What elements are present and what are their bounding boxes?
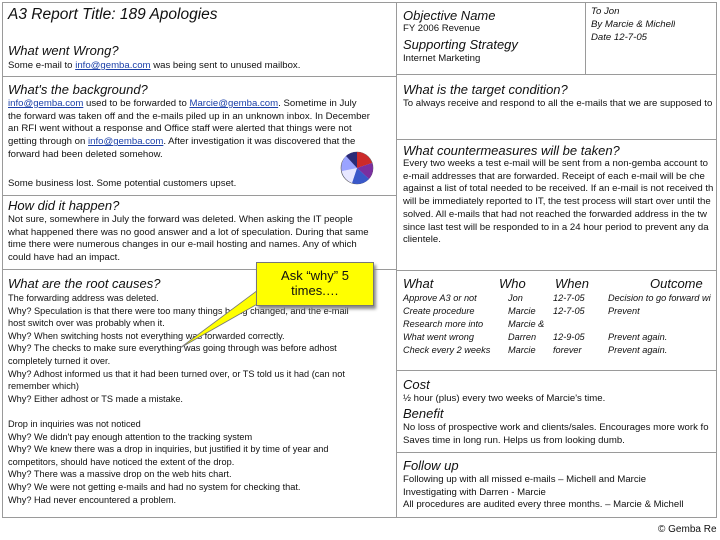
plan-cell: Prevent again. (608, 345, 668, 355)
plan-cell: Decision to go forward wi (608, 293, 711, 303)
date-field: Date 12-7-05 (591, 32, 647, 43)
divider (2, 76, 396, 77)
target-text: To always receive and respond to all the e-mails that we are supposed to (403, 98, 713, 109)
objective-value: FY 2006 Revenue (403, 23, 481, 34)
pie-chart-icon (340, 143, 376, 189)
plan-cell: Research more into (403, 319, 484, 329)
follow-up-heading: Follow up (403, 458, 459, 473)
why-callout: Ask “why” 5 times.… (256, 262, 374, 306)
plan-cell: Darren (508, 332, 537, 342)
plan-cell: 12-7-05 (553, 306, 585, 316)
background-impact: Some business lost. Some potential customers upset. (8, 178, 237, 189)
divider (397, 74, 717, 75)
email-link[interactable]: info@gemba.com (75, 60, 151, 71)
cost-text: ½ hour (plus) every two weeks of Marcie's time. (403, 393, 606, 404)
divider (397, 452, 717, 453)
to-field: To Jon (591, 6, 620, 17)
strategy-label: Supporting Strategy (403, 37, 518, 52)
plan-cell: Jon (508, 293, 523, 303)
plan-cell: Prevent again. (608, 332, 668, 342)
email-link[interactable]: info@gemba.com (88, 136, 164, 148)
plan-header-when: When (555, 276, 589, 291)
callout-pointer (150, 290, 270, 350)
plan-header-who: Who (499, 276, 526, 291)
countermeasures-text: Every two weeks a test e-mail will be sent from a non-gemba account to e-mail addresses that are forwarded. Receipt of each e-mail will be che against a list of total needed to be received. If an e-mail is not received th will be immediately reported to IT, the test process will start over until the solved. All e-mails that had not reached the forwarded address in the tw since last test will be responded to in a 24 hour period to prevent any da clientele. (403, 158, 714, 246)
objective-label: Objective Name (403, 8, 496, 23)
plan-header-outcome: Outcome (650, 276, 703, 291)
countermeasures-heading: What countermeasures will be taken? (403, 143, 620, 158)
how-heading: How did it happen? (8, 198, 120, 213)
by-field: By Marcie & Michell (591, 19, 676, 30)
copyright-footer: © Gemba Re (658, 524, 717, 535)
plan-cell: Marcie (508, 345, 536, 355)
plan-cell: What went wrong (403, 332, 474, 342)
root-causes-heading: What are the root causes? (8, 276, 161, 291)
plan-cell: Check every 2 weeks (403, 345, 491, 355)
plan-cell: Marcie & (508, 319, 545, 329)
background-text: info@gemba.com used to be forwarded to Marcie@gemba.com. Sometime in July the forward was taken off and the e-mails piled up in an unknown inbox. In December an RFI went without a response and Office staff were alerted that things were not getting through on info@gemba.com. After investigation it was discovered that the forward had been deleted somehow. (8, 98, 370, 160)
email-link[interactable]: info@gemba.com (8, 98, 84, 109)
what-went-wrong-heading: What went Wrong? (8, 43, 119, 58)
how-text: Not sure, somewhere in July the forward was deleted. When asking the IT people what happened there was no good answer and a lot of speculation. During that same time there were numerous changes in our e-mail hosting and names. Any of which could have had an impact. (8, 214, 369, 264)
email-link[interactable]: Marcie@gemba.com (189, 98, 279, 109)
plan-header-what: What (403, 276, 434, 291)
plan-cell: Approve A3 or not (403, 293, 477, 303)
benefit-heading: Benefit (403, 406, 444, 421)
divider (397, 270, 717, 271)
header-divider (585, 2, 586, 74)
plan-cell: Marcie (508, 306, 536, 316)
plan-cell: forever (553, 345, 582, 355)
report-title: A3 Report Title: 189 Apologies (8, 6, 218, 23)
target-heading: What is the target condition? (403, 82, 568, 97)
plan-cell: Create procedure (403, 306, 475, 316)
strategy-value: Internet Marketing (403, 53, 481, 64)
divider (397, 370, 717, 371)
benefit-text: No loss of prospective work and clients/sales. Encourages more work fo Saves time in long run. Helps us from looking dumb. (403, 422, 709, 446)
plan-cell: 12-9-05 (553, 332, 585, 342)
plan-cell: Prevent (608, 306, 640, 316)
plan-cell: 12-7-05 (553, 293, 585, 303)
divider (2, 195, 396, 196)
what-went-wrong-text: Some e-mail to info@gemba.com was being sent to unused mailbox. (8, 60, 301, 71)
cost-heading: Cost (403, 377, 430, 392)
background-heading: What's the background? (8, 82, 148, 97)
column-divider (396, 2, 397, 518)
root-causes-text: The forwarding address was deleted. Why? Speculation is that there were too many things being changed, and the e-mail host switch over was probably when it. Why? When switching hosts not everything was forwarded correctly. Why? The checks to make sure everything was going through was before adhost completely turned it over. Why? Adhost informed us that it had been turned over, or TS told us it had (can not remember which) Why? Either adhost or TS made a mistake. Drop in inquiries was not noticed Why? We didn't pay enough attention to the tracking system Why? We knew there was a drop in inquiries, but justified it by time of year and competitors, should have noticed the extent of the drop. Why? There was a massive drop on the web hits chart. Why? We were not getting e-mails and had no system for checking that. Why? Had never encountered a problem. (8, 293, 349, 505)
divider (397, 139, 717, 140)
follow-up-text: Following up with all missed e-mails – Michell and Marcie Investigating with Darren - Marcie All procedures are audited every three months. – Marcie & Michell (403, 474, 684, 511)
